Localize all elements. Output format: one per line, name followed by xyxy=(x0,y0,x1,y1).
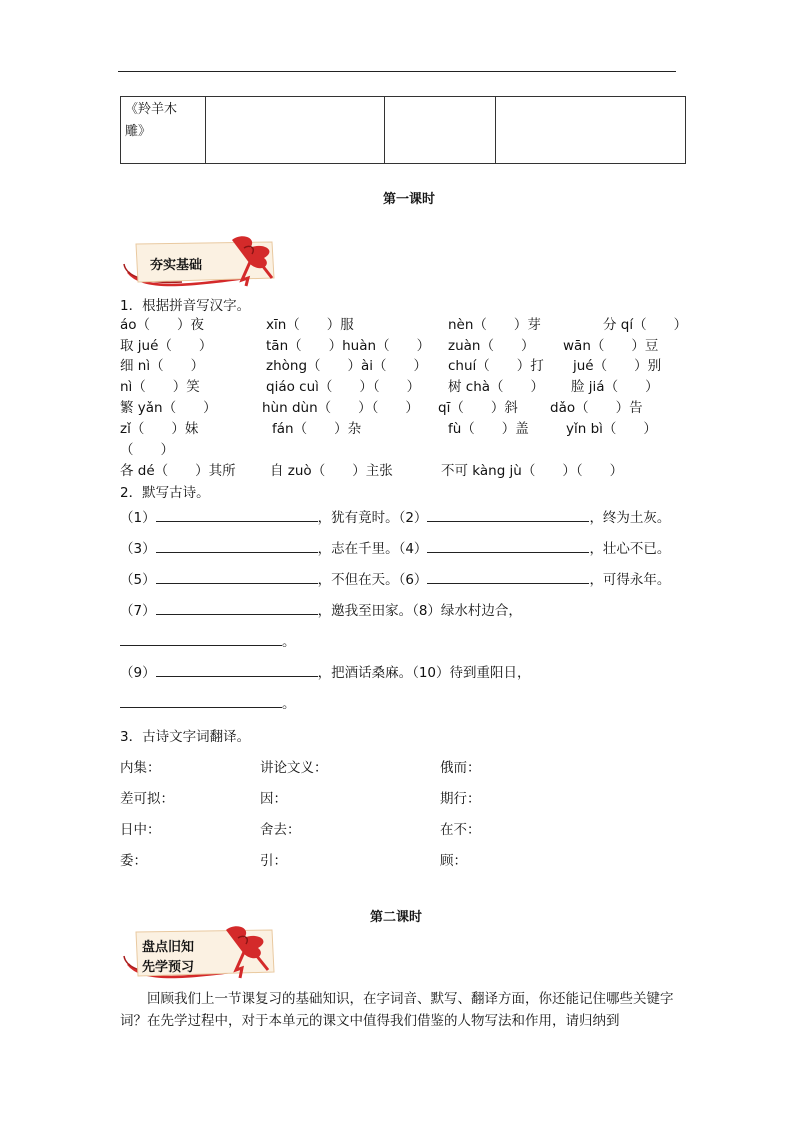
pinyin-item: 树 chà（ ） xyxy=(448,379,545,395)
vocab-item: 期行： xyxy=(440,791,481,807)
poem-tail: 。 xyxy=(282,634,296,650)
summary-table xyxy=(120,96,686,164)
vocab-item: 差可拟： xyxy=(120,791,174,807)
vocab-item: 内集： xyxy=(120,760,161,776)
poem-blank[interactable] xyxy=(427,538,589,553)
poem-number: （3） xyxy=(120,541,156,557)
pinyin-item: nèn（ ）芽 xyxy=(448,317,541,333)
table-title-line1: 《羚羊木 xyxy=(125,102,178,117)
vocab-item: 讲论文义： xyxy=(260,760,328,776)
pinyin-item: yǐn bì（ ） xyxy=(566,421,657,437)
pinyin-item: dǎo（ ）告 xyxy=(550,400,643,416)
badge-label: 夯实基础 xyxy=(150,258,203,273)
pinyin-item: 取 jué（ ） xyxy=(120,338,213,354)
poem-number: （1） xyxy=(120,510,156,526)
poem-line xyxy=(120,599,522,619)
lesson1-title: 第一课时 xyxy=(383,192,436,207)
pinyin-item: chuí（ ）打 xyxy=(448,358,544,374)
lesson2-title: 第二课时 xyxy=(370,910,423,925)
poem-blank[interactable] xyxy=(120,693,282,708)
poem-line xyxy=(120,692,296,712)
poem-blank[interactable] xyxy=(427,507,589,522)
poem-line xyxy=(120,537,670,557)
poem-tail: ，可得永年。 xyxy=(589,572,671,588)
poem-blank[interactable] xyxy=(156,538,318,553)
pinyin-item: 各 dé（ ）其所 xyxy=(120,463,236,479)
poem-line xyxy=(120,661,531,681)
pinyin-item: 分 qí（ ） xyxy=(603,317,688,333)
pinyin-item: 不可 kàng jù（ ）（ ） xyxy=(441,463,624,479)
pinyin-item: qiáo cuì（ ）（ ） xyxy=(266,379,421,395)
poem-blank[interactable] xyxy=(156,662,318,677)
poem-tail: ，壮心不已。 xyxy=(589,541,671,557)
table-cell-title xyxy=(121,97,206,164)
intro-paragraph: 回顾我们上一节课复习的基础知识，在字词音、默写、翻译方面，你还能记住哪些关键字词？在先学过程中，对于本单元的课文中值得我们借鉴的人物写法和作用，请归纳到 xyxy=(120,991,674,1029)
vocab-item: 俄而： xyxy=(440,760,481,776)
q2-title: 2．默写古诗。 xyxy=(120,485,210,501)
pinyin-item: jué（ ）别 xyxy=(573,358,662,374)
poem-number: （2） xyxy=(398,510,428,526)
pinyin-item: 繁 yǎn（ ） xyxy=(120,400,217,416)
poem-blank[interactable] xyxy=(156,569,318,584)
poem-blank[interactable] xyxy=(120,631,282,646)
poem-tail: 。 xyxy=(282,696,296,712)
pinyin-item: hùn dùn（ ）（ ） xyxy=(262,400,419,416)
poem-tail: ，邀我至田家。 xyxy=(317,603,413,619)
pinyin-item: nì（ ）笑 xyxy=(120,379,200,395)
poem-text: （10）待到重阳日， xyxy=(412,665,531,681)
vocab-item: 因： xyxy=(260,791,287,807)
poem-line xyxy=(120,506,670,526)
table-cell-empty[interactable] xyxy=(206,97,385,164)
pinyin-item: zuàn（ ） xyxy=(448,338,535,354)
poem-blank[interactable] xyxy=(427,569,589,584)
poem-tail: ，终为土灰。 xyxy=(589,510,671,526)
pinyin-item: 脸 jiá（ ） xyxy=(571,379,659,395)
table-cell-empty[interactable] xyxy=(385,97,496,164)
pinyin-item: zhòng（ ）ài（ ） xyxy=(266,358,428,374)
pinyin-item: wān（ ）豆 xyxy=(563,338,659,354)
pinyin-item: áo（ ）夜 xyxy=(120,317,205,333)
table-row xyxy=(121,97,686,164)
pinyin-item: xīn（ ）服 xyxy=(266,317,354,333)
poem-tail: ，把酒话桑麻。 xyxy=(317,665,413,681)
poem-tail: ，犹有竟时。 xyxy=(317,510,399,526)
pinyin-item: tān（ ）huàn（ ） xyxy=(266,338,431,354)
pinyin-item: 自 zuò（ ）主张 xyxy=(270,463,393,479)
pinyin-item: fán（ ）杂 xyxy=(272,421,362,437)
pinyin-item: fù（ ）盖 xyxy=(448,421,529,437)
poem-blank[interactable] xyxy=(156,600,318,615)
pinyin-item: zǐ（ ）妹 xyxy=(120,421,199,437)
poem-text: （8）绿水村边合， xyxy=(412,603,522,619)
poem-blank[interactable] xyxy=(156,507,318,522)
poem-tail: ，不但在天。 xyxy=(317,572,399,588)
badge-label-line2: 先学预习 xyxy=(142,960,195,975)
poem-number: （4） xyxy=(398,541,428,557)
pinyin-item: 细 nì（ ） xyxy=(120,358,205,374)
q3-title: 3．古诗文字词翻译。 xyxy=(120,729,251,745)
poem-number: （5） xyxy=(120,572,156,588)
poem-number: （6） xyxy=(398,572,428,588)
vocab-item: 舍去： xyxy=(260,822,301,838)
pinyin-item: （ ） xyxy=(120,442,174,458)
table-cell-empty[interactable] xyxy=(496,97,686,164)
vocab-item: 引： xyxy=(260,853,287,869)
q1-title: 1．根据拼音写汉字。 xyxy=(120,298,251,314)
poem-number: （7） xyxy=(120,603,156,619)
vocab-item: 日中： xyxy=(120,822,161,838)
vocab-item: 在不： xyxy=(440,822,481,838)
poem-tail: ，志在千里。 xyxy=(317,541,399,557)
vocab-item: 委： xyxy=(120,853,147,869)
pinyin-item: qī（ ）斜 xyxy=(438,400,518,416)
vocab-item: 顾： xyxy=(440,853,467,869)
poem-line xyxy=(120,568,670,588)
table-title-line2: 雕》 xyxy=(125,124,152,139)
badge-label-line1: 盘点旧知 xyxy=(142,940,195,955)
poem-number: （9） xyxy=(120,665,156,681)
header-rule xyxy=(118,71,676,72)
poem-line xyxy=(120,630,296,650)
